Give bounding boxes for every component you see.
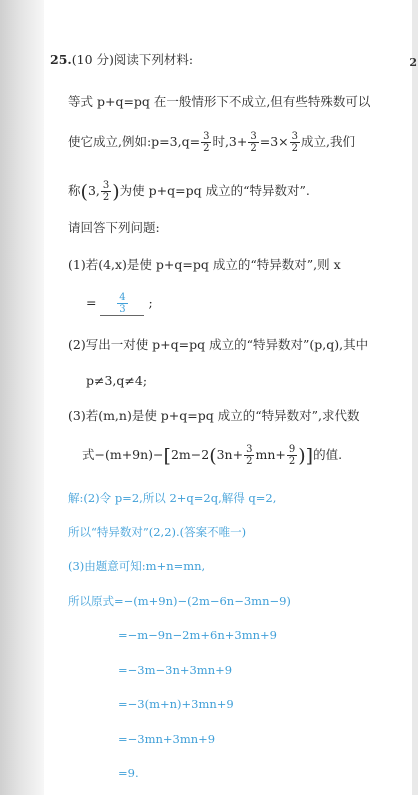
fraction-denominator: 3 xyxy=(119,304,126,315)
solution-line-4: 所以原式=−(m+9n)−(2m−6n−3mn−9) xyxy=(68,594,291,608)
expression-text: mn+ xyxy=(255,447,286,462)
problem-number: 25. xyxy=(50,52,72,67)
problem-points: (10 分) xyxy=(71,52,114,67)
fraction xyxy=(287,444,297,467)
answer-fraction xyxy=(117,292,127,315)
material-text: 使它成立,例如:p=3,q= xyxy=(68,134,201,149)
material-text: 时,3+ xyxy=(212,134,248,149)
material-line-1: 等式 p+q=pq 在一般情形下不成立,但有些特殊数可以 xyxy=(68,94,371,109)
solution-line-9: =9. xyxy=(118,766,139,780)
fraction-numerator: 4 xyxy=(119,292,126,303)
material-text: 3, xyxy=(87,183,100,198)
fraction xyxy=(201,131,211,154)
question-2-condition: p≠3,q≠4; xyxy=(86,373,148,388)
material-text: 称 xyxy=(68,183,81,198)
fraction-numerator: 3 xyxy=(291,131,298,142)
fraction-numerator: 3 xyxy=(250,131,257,142)
page-gutter-shadow xyxy=(0,0,44,795)
fraction-denominator: 2 xyxy=(291,143,298,154)
equals-sign: = xyxy=(86,295,97,310)
semicolon: ; xyxy=(148,295,153,310)
expression-text: 的值. xyxy=(313,447,343,462)
answer-blank xyxy=(100,292,144,316)
next-page-fragment: 2 xyxy=(409,56,417,69)
fraction-denominator: 2 xyxy=(288,456,296,467)
fraction-denominator: 2 xyxy=(250,143,257,154)
solution-line-8: =−3mn+3mn+9 xyxy=(118,732,216,746)
question-2: (2)写出一对使 p+q=pq 成立的“特异数对”(p,q),其中 xyxy=(68,337,369,352)
fraction-denominator: 2 xyxy=(203,143,210,154)
fraction xyxy=(290,131,300,154)
solution-line-3: (3)由题意可知:m+n=mn, xyxy=(68,559,206,573)
next-page-edge xyxy=(412,0,418,795)
fraction xyxy=(248,131,258,154)
fraction-numerator: 3 xyxy=(203,131,210,142)
expression-text: 式−(m+9n)− xyxy=(82,447,164,462)
fraction-denominator: 2 xyxy=(102,192,110,203)
question-1: (1)若(4,x)是使 p+q=pq 成立的“特异数对”,则 x xyxy=(68,257,341,272)
solution-line-7: =−3(m+n)+3mn+9 xyxy=(118,697,234,711)
fraction xyxy=(244,444,254,467)
material-line-3: 称(3, $\frac{3}{2}$ )为使 p+q=pq 成立的“特异数对”. xyxy=(68,180,310,203)
fraction xyxy=(101,180,111,203)
question-1-answer-line xyxy=(86,292,153,316)
instruction: 请回答下列问题: xyxy=(68,220,160,235)
fraction-numerator: 3 xyxy=(102,180,110,191)
material-text: 成立,我们 xyxy=(301,134,355,149)
expression-text: 2m−2 xyxy=(170,447,210,462)
material-text: 为使 p+q=pq 成立的“特异数对”. xyxy=(119,183,310,198)
problem-heading: 阅读下列材料: xyxy=(113,52,194,67)
solution-line-6: =−3m−3n+3mn+9 xyxy=(118,663,233,677)
material-line-2 xyxy=(68,131,355,154)
problem-header xyxy=(50,52,193,68)
solution-line-2: 所以“特异数对”(2,2).(答案不唯一) xyxy=(68,525,247,539)
solution-line-1: 解:(2)令 p=2,所以 2+q=2q,解得 q=2, xyxy=(68,491,277,505)
fraction-denominator: 2 xyxy=(246,456,253,467)
expression-text: 3n+ xyxy=(216,447,244,462)
material-text: =3× xyxy=(259,134,289,149)
fraction-numerator: 9 xyxy=(288,444,296,455)
fraction-numerator: 3 xyxy=(246,444,253,455)
question-3-expression: 式−(m+9n)−[2m−2(3n+ $\frac{3}{2}$ mn+ $\frac{9}{2}$ )]的值. xyxy=(82,444,343,467)
solution-line-5: =−m−9n−2m+6n+3mn+9 xyxy=(118,628,277,642)
question-3: (3)若(m,n)是使 p+q=pq 成立的“特异数对”,求代数 xyxy=(68,408,360,423)
